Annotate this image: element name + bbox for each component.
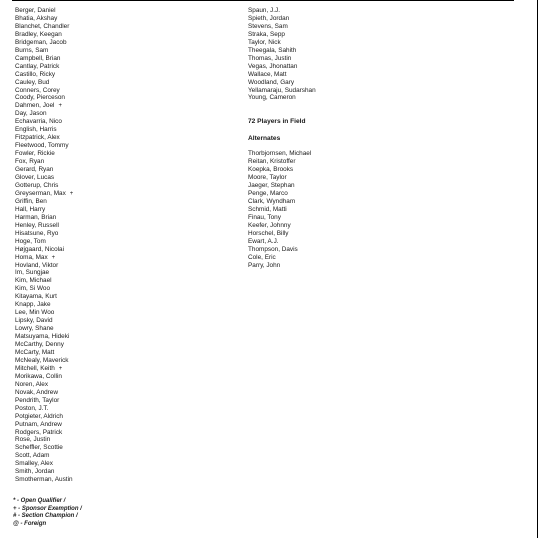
alternate-name: Ewart, A.J. — [248, 237, 279, 245]
player-name — [15, 71, 215, 79]
player-name: Taylor, Nick — [248, 38, 281, 46]
player-name: Woodland, Gary — [248, 78, 295, 86]
player-name — [15, 293, 215, 301]
player-name — [15, 349, 215, 357]
alternate-name: Horschel, Billy — [248, 229, 289, 237]
spacer — [248, 126, 468, 135]
player-name-text: Fleetwood, Tommy — [15, 142, 69, 150]
player-name: Stevens, Sam — [248, 22, 288, 30]
player-name-text: Im, Sungjae — [15, 269, 50, 277]
player-name-text: Glover, Lucas — [15, 174, 55, 182]
player-name — [15, 262, 215, 270]
player-name-text: Gotterup, Chris — [15, 181, 59, 189]
right-player-names — [248, 7, 468, 102]
player-name-text: Kim, Si Woo — [15, 285, 51, 293]
player-name: Wallace, Matt — [248, 70, 287, 78]
player-name-text: McCarthy, Denny — [15, 341, 64, 349]
player-name — [15, 47, 215, 55]
player-name-text: Lowry, Shane — [15, 325, 54, 333]
player-name-text: Cauley, Bud — [15, 78, 50, 86]
player-name-text: Griffin, Ben — [15, 197, 47, 205]
player-name-text: Bridgeman, Jacob — [15, 38, 67, 46]
player-name — [15, 118, 215, 126]
player-name-text: Putnam, Andrew — [15, 420, 62, 428]
player-name — [15, 150, 215, 158]
player-name-text: Blanchet, Chandler — [15, 22, 70, 30]
alternate-name: Parry, John — [248, 261, 281, 269]
player-name — [15, 254, 215, 262]
alternate-name: Keefer, Johnny — [248, 221, 291, 229]
player-name — [15, 476, 215, 484]
player-name-text: Scheffler, Scottie — [15, 444, 63, 452]
player-name: Straka, Sepp — [248, 30, 285, 38]
player-name — [15, 39, 215, 47]
player-name — [15, 142, 215, 150]
player-name-text: Kim, Michael — [15, 277, 52, 285]
player-name-text: Hall, Harry — [15, 205, 46, 213]
player-name-text: Smotherman, Austin — [15, 476, 73, 484]
player-name-text: Lee, Min Woo — [15, 309, 55, 317]
player-name — [15, 333, 215, 341]
player-name — [15, 413, 215, 421]
player-name-text: Rose, Justin — [15, 436, 51, 444]
player-name-text: Bhatia, Akshay — [15, 14, 58, 22]
player-name — [15, 373, 215, 381]
player-name — [15, 94, 215, 102]
player-name — [15, 277, 215, 285]
player-name-text: McCarty, Matt — [15, 348, 55, 356]
player-name — [15, 405, 215, 413]
player-name-text: Day, Jason — [15, 110, 47, 118]
player-name-text: Gerard, Ryan — [15, 166, 54, 174]
player-name — [15, 126, 215, 134]
player-name — [15, 285, 215, 293]
player-name — [15, 397, 215, 405]
player-name-text: Rodgers, Patrick — [15, 428, 63, 436]
player-name — [15, 110, 215, 118]
player-name — [15, 230, 215, 238]
player-name — [15, 444, 215, 452]
player-name-text: Bradley, Keegan — [15, 30, 62, 38]
player-name — [15, 468, 215, 476]
player-name — [15, 79, 215, 87]
player-name-text: Fowler, Rickie — [15, 150, 55, 158]
player-name-text: Potgieter, Aldrich — [15, 412, 63, 420]
player-name — [15, 325, 215, 333]
player-name — [15, 357, 215, 365]
player-name — [15, 317, 215, 325]
player-name — [15, 301, 215, 309]
player-name — [15, 166, 215, 174]
player-name-text: Dahmen, Joel — [15, 102, 55, 110]
player-name — [15, 55, 215, 63]
player-name: Yellamaraju, Sudarshan — [248, 86, 316, 94]
sponsor-exemption-marker: + — [58, 103, 62, 110]
player-name — [15, 421, 215, 429]
alternate-name: Thompson, Davis — [248, 245, 298, 253]
player-name-text: McNealy, Maverick — [15, 356, 69, 364]
spacer — [248, 143, 468, 150]
legend-entry: * - Open Qualifier / — [13, 498, 66, 504]
player-name-text: Coody, Pierceson — [15, 94, 65, 102]
player-name-text: Poston, J.T. — [15, 404, 49, 412]
player-name — [15, 365, 215, 373]
player-name — [15, 429, 215, 437]
player-name-text: English, Harris — [15, 126, 57, 134]
player-name — [15, 158, 215, 166]
players-in-field-heading: 72 Players in Field — [248, 118, 306, 126]
player-name-text: Noren, Alex — [15, 380, 49, 388]
player-name-text: Lipsky, David — [15, 317, 53, 325]
player-name-text: Cantlay, Patrick — [15, 62, 60, 70]
player-name-text: Knapp, Jake — [15, 301, 51, 309]
player-name-text: Hovland, Viktor — [15, 261, 59, 269]
sponsor-exemption-marker: + — [69, 190, 74, 197]
player-name — [15, 7, 215, 15]
player-name-text: Mitchell, Keith — [15, 364, 55, 372]
player-name-text: Castillo, Ricky — [15, 70, 56, 78]
player-name-text: Hoge, Tom — [15, 237, 46, 245]
player-name — [15, 182, 215, 190]
player-name — [15, 23, 215, 31]
player-name — [15, 31, 215, 39]
player-name — [15, 87, 215, 95]
alternate-name: Reitan, Kristoffer — [248, 158, 296, 166]
player-name — [15, 381, 215, 389]
player-name — [15, 436, 215, 444]
player-name — [15, 214, 215, 222]
player-name — [15, 222, 215, 230]
player-name — [15, 460, 215, 468]
player-list-right-column — [248, 7, 468, 270]
player-name-text: Morikawa, Collin — [15, 372, 62, 380]
player-name — [15, 198, 215, 206]
alternates-heading: Alternates — [248, 135, 281, 143]
alternate-name: Jaeger, Stephan — [248, 182, 295, 190]
player-name-text: Smith, Jordan — [15, 468, 55, 476]
sponsor-exemption-marker: + — [51, 254, 56, 261]
legend-entry: @ - Foreign — [13, 521, 47, 528]
player-name: Spaun, J.J. — [248, 7, 280, 14]
player-name-text: Højgaard, Nicolai — [15, 245, 65, 253]
player-name — [15, 389, 215, 397]
player-name — [15, 190, 215, 198]
alternate-name: Schmid, Matti — [248, 206, 287, 214]
legend-entry: + - Sponsor Exemption / — [13, 505, 82, 512]
player-name-text: Fitzpatrick, Alex — [15, 134, 60, 142]
alternate-name: Finau, Tony — [248, 213, 281, 221]
player-name — [15, 341, 215, 349]
alternate-name: Koepka, Brooks — [248, 166, 294, 174]
player-name — [15, 452, 215, 460]
player-name: Young, Cameron — [248, 94, 296, 102]
legend — [13, 498, 82, 529]
player-name — [15, 15, 215, 23]
player-name-text: Pendrith, Taylor — [15, 396, 60, 404]
player-name — [15, 63, 215, 71]
top-rule — [12, 0, 514, 1]
player-name — [15, 102, 215, 110]
player-name-text: Burns, Sam — [15, 46, 49, 54]
player-name-text: Homa, Max — [15, 253, 48, 261]
player-name: Vegas, Jhonattan — [248, 62, 298, 70]
player-name — [15, 238, 215, 246]
alternate-name: Cole, Eric — [248, 253, 276, 261]
player-name — [15, 309, 215, 317]
player-name — [15, 206, 215, 214]
player-name-text: Greyserman, Max — [15, 189, 66, 197]
player-name-text: Henley, Russell — [15, 221, 59, 229]
sponsor-exemption-marker: + — [58, 365, 63, 372]
player-list-left-column — [15, 7, 215, 484]
player-name: Spieth, Jordan — [248, 14, 290, 22]
player-name-text: Berger, Daniel — [15, 7, 56, 14]
player-name-text: Smalley, Alex — [15, 460, 53, 468]
player-name-text: Scott, Adam — [15, 452, 50, 460]
alternate-name: Penge, Marco — [248, 190, 288, 198]
legend-entry: # - Section Champion / — [13, 513, 78, 520]
spacer — [248, 102, 468, 118]
player-name — [15, 134, 215, 142]
player-name: Thomas, Justin — [248, 54, 292, 62]
player-name-text: Conners, Corey — [15, 86, 60, 94]
alternate-name: Clark, Wyndham — [248, 198, 296, 206]
player-name — [15, 246, 215, 254]
player-name-text: Kitayama, Kurt — [15, 293, 57, 301]
player-name-text: Matsuyama, Hideki — [15, 333, 70, 341]
player-name — [15, 174, 215, 182]
player-name-text: Novak, Andrew — [15, 388, 58, 396]
alternate-name: Moore, Taylor — [248, 174, 287, 182]
alternate-name: Thorbjornsen, Michael — [248, 150, 312, 158]
player-name — [15, 269, 215, 277]
player-name-text: Echavarria, Nico — [15, 118, 62, 126]
alternates-list — [248, 150, 468, 269]
player-name-text: Harman, Brian — [15, 213, 57, 221]
player-name-text: Campbell, Brian — [15, 54, 61, 62]
right-edge-rule — [537, 0, 538, 538]
player-name: Theegala, Sahith — [248, 46, 297, 54]
player-name-text: Fox, Ryan — [15, 158, 45, 166]
player-name-text: Hisatsune, Ryo — [15, 229, 59, 237]
